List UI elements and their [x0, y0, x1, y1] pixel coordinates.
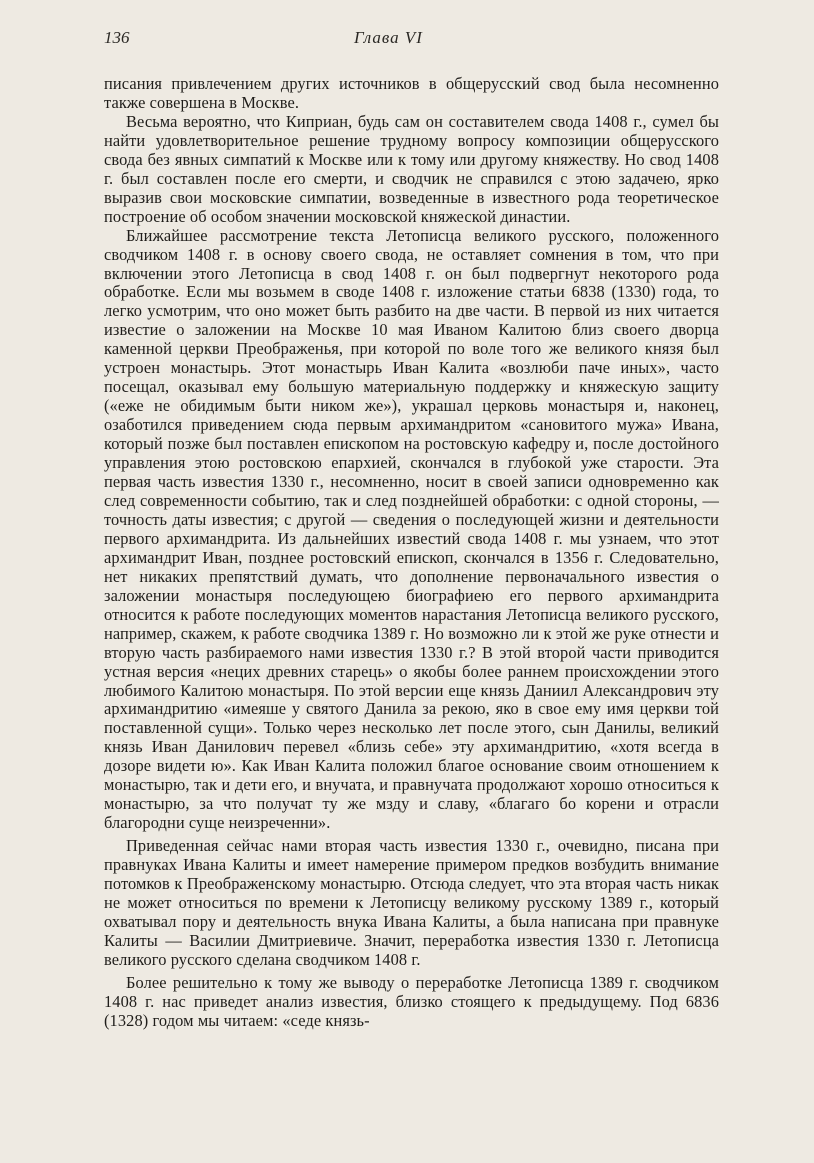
page-header: [104, 28, 724, 52]
paragraph-kiprian: Весьма вероятно, что Киприан, будь сам он составителем свода 1408 г., сумел бы найти удовлетворительное решение трудному вопросу композиции общерусского свода без явных симпатий к Москве или к тому или другому княжеству. Но свод 1408 г. был составлен после его смерти, и сводчик не справился с этою задачею, ярко выразив свои московские симпатии, возведенные в известного рода теоретическое построение об особом значении московской княжеской династии.: [104, 111, 719, 226]
page-number: 136: [104, 28, 130, 47]
paragraph-continued: писания привлечением других источников в общерусский свод была несомненно также совершена в Москве.: [104, 74, 719, 112]
paragraph-second-part: Приведенная сейчас нами вторая часть известия 1330 г., очевидно, писана при правнуках Ивана Калиты и имеет намерение примером предков возбудить внимание потомков к Преображенскому монастырю. Отсюда следует, что эта вторая часть никак не может относиться по времени к Летописцу великому русскому 1389 г., который охватывал пору и деятельность внука Ивана Калиты, а была написана при правнуке Калиты — Василии Дмитриевиче. Значит, переработка известия 1330 г. Летописца великого русского сделана сводчиком 1408 г.: [104, 836, 719, 969]
body-text: [104, 75, 719, 1031]
running-head-chapter: Глава VI: [354, 28, 423, 47]
paragraph-conclusion: Более решительно к тому же выводу о переработке Летописца 1389 г. сводчиком 1408 г. нас приведет анализ известия, близко стоящего к предыдущему. Под 6836 (1328) годом мы читаем: «седе князь-: [104, 972, 719, 1030]
paragraph-analysis-1330: Ближайшее рассмотрение текста Летописца великого русского, положенного сводчиком 1408 г. в основу своего свода, не оставляет сомнения в том, что при включении этого Летописца в свод 1408 г. он был подвергнут некоторого рода обработке. Если мы возьмем в своде 1408 г. изложение статьи 6838 (1330) года, то легко усмотрим, что оно может быть разбито на две части. В первой из них читается известие о заложении на Москве 10 мая Иваном Калитою близ своего дворца каменной церкви Преображенья, при которой по воле того же великого князя был устроен монастырь. Этот монастырь Иван Калита «возлюби паче иных», часто посещал, оказывал ему большую материальную поддержку и княжескую защиту («еже не обидимым быти ником же»), украшал церковь монастыря и, наконец, озаботился приведением сюда первым архимандритом «сановитого мужа» Ивана, который позже был поставлен епископом на ростовскую кафедру и, после достойного управления этою ростовскою епархией, скончался в глубокой уже старости. Эта первая часть известия 1330 г., несомненно, носит в своей записи одновременно как след современности событию, так и след позднейшей обработки: с одной стороны, — точность даты известия; с другой — сведения о последующей жизни и деятельности первого архимандрита. Из дальнейших известий свода 1408 г. мы узнаем, что этот архимандрит Иван, позднее ростовский епископ, скончался в 1356 г. Следовательно, нет никаких препятствий думать, что дополнение первоначального известия о заложении монастыря последующею биографиею его первого архимандрита относится к работе последующих моментов нарастания Летописца великого русского, например, скажем, к работе сводчика 1389 г. Но возможно ли к этой же руке отнести и вторую часть разбираемого нами известия 1330 г.? В этой второй части приводится устная версия «нецих древних старець» о якобы более раннем происхождении этого любимого Калитою монастыря. По этой версии еще князь Даниил Александрович эту архимандритию «имеяше у святого Данила за рекою, яко в свое ему имя церкви той поставленной сущи». Только через несколько лет после этого, сын Данилы, великий князь Иван Данилович перевел «близь себе» эту архимандритию, «хотя всегда в дозоре видети ю». Как Иван Калита положил благое основание своим отношением к монастырю, так и дети его, и внучата, и правнучата продолжают хорошо относиться к монастырю, за что получат ту же мзду и славу, «благаго бо корени и отрасли благородни суще неизреченни».: [104, 225, 719, 833]
